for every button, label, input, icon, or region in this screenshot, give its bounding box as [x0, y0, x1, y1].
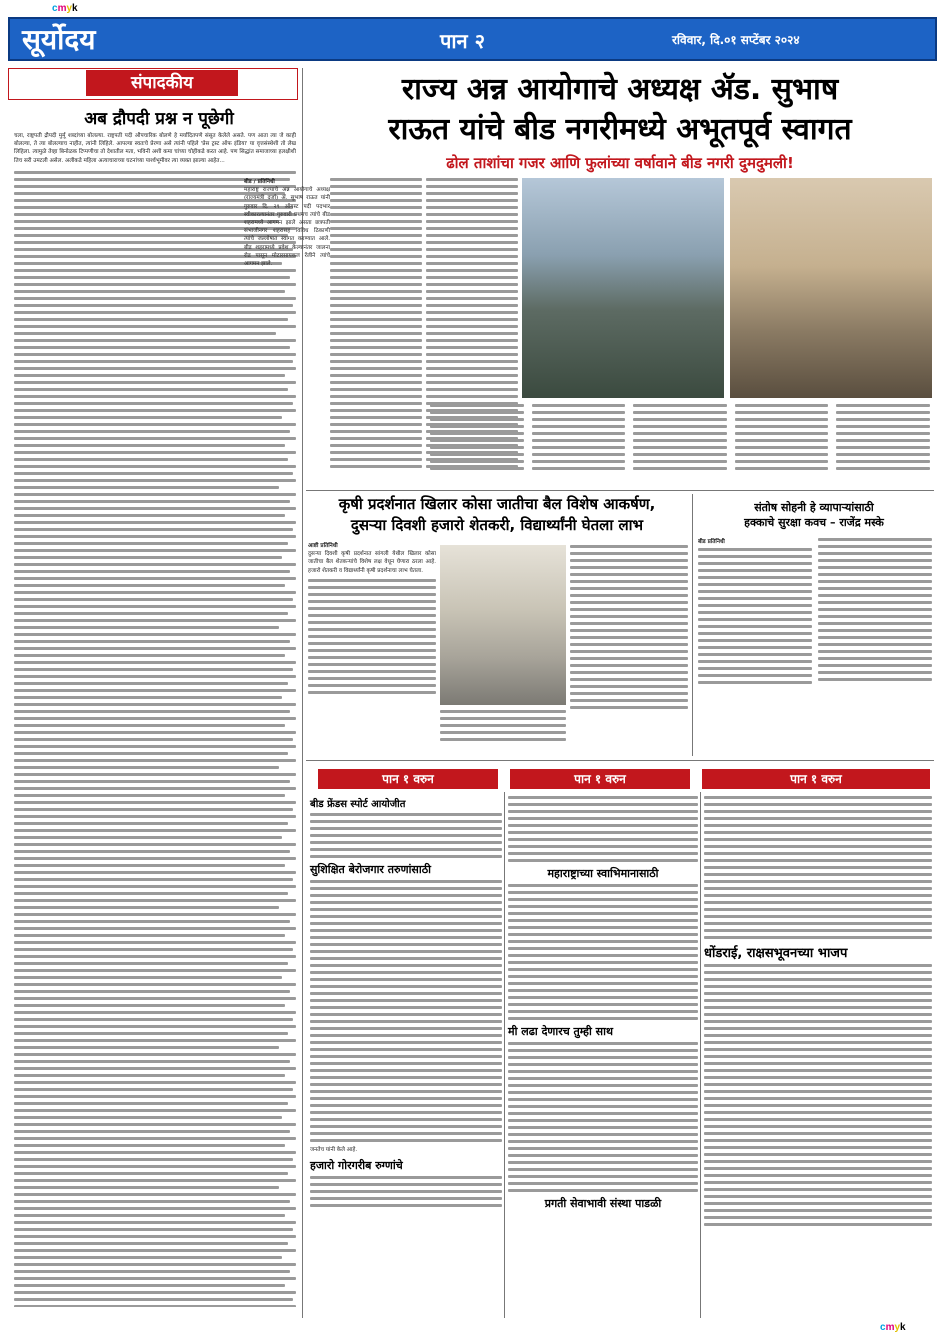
santosh-dateline: बीड प्रतिनिधी	[698, 539, 725, 545]
continued-col-1	[310, 796, 502, 1316]
continued-col-2	[508, 796, 698, 1316]
page-number: पान २	[440, 29, 486, 53]
lead-headline-line2: राऊत यांचे बीड नगरीमध्ये अभूतपूर्व स्वागत	[388, 112, 852, 147]
continued-banner-1: पान १ वरुन	[318, 769, 498, 789]
continued-rule-1	[504, 792, 505, 1318]
lead-body: महाराष्ट्र राज्याचे अन्न आयोगाचे अध्यक्ष (राज्यमंत्री दर्जा) ॲ. सुभाष राऊत यांनी गुरुवार दि. २९ ऑगस्ट पदी पदभार स्वीकारल्यानंतर गुरुवारी प्रथमच त्यांचे बीड शहरामध्ये आगमन झाले असता छत्रपती संभाजीनगर शहरासह विविध ठिकाणी त्यांचे जल्लोषात स्वागत करण्यात आले. बीड शहरामध्ये प्रवेश केल्यानंतर जालना रोड पासून मोटारसायकल रॅलीने त्यांचे आगमन झाले.	[244, 187, 330, 268]
editorial-body-text: चला, राष्ट्रपती द्रौपदी मुर्मू शब्दांच्या बोलल्या. राष्ट्रपती पदी औपचारिक बोलणे हे मर्यादितपणे संसूत केलेले असते. पण आता त्या जे काही बोलल्या, ते त्या बोलल्याच नाहीत, त्यांनी लिहिले. आपल्या स्वतःचे प्रेरणा असे त्यांनी पहिले 'प्रेस ट्रस्ट ऑफ इंडिया' या वृत्तसंस्थेशी तो लेख लिहिला. त्यामुळे तेव्हा बिनोळक टिप्पणीचा तो देशातील मता, भविनी अशी कमा चांच्या चोहीकडे करत आहे. पण सिद्धांत समाजाच्या हलक्षीशी तिच सरी उमटली असेल. अलीकडे महिला अत्याचाराच्या घटनांच्या पार्श्वभूमीवर त्या व्यक्त झाल्या आहेत...	[14, 133, 296, 164]
lead-bottom-rule	[306, 490, 934, 491]
lead-col-2	[330, 178, 422, 478]
agri-dateline: आष्टी प्रतिनिधी	[308, 543, 338, 549]
continued-col2-sub2: मी लढा देणारच तुम्ही साथ	[508, 1025, 613, 1038]
lead-headline	[312, 70, 928, 150]
editorial-section-tag: संपादकीय	[86, 70, 238, 96]
continued-col2-footer: प्रगती सेवाभावी संस्था पाडळी	[544, 1197, 662, 1210]
continued-col1-sub1: बीड फ्रेंडस स्पोर्ट आयोजीत	[310, 799, 406, 810]
santosh-col-1	[698, 538, 812, 738]
lead-col-1	[244, 178, 330, 478]
santosh-headline-line1: संतोष सोहनी हे व्यापाऱ्यांसाठी	[754, 501, 874, 514]
cmyk-registration-mark: cmyk	[52, 3, 78, 14]
cmyk-registration-mark-bottom: cmyk	[880, 1322, 906, 1333]
continued-col1-footer: जनतेच यांनी केले आहे.	[310, 1147, 358, 1153]
agri-col-3	[570, 545, 688, 713]
santosh-headline-line2: हक्काचे सुरक्षा कवच – राजेंद्र मस्के	[744, 516, 884, 529]
agri-col-1	[308, 542, 436, 752]
continued-col1-sub2: सुशिक्षित बेरोजगार तरुणांसाठी	[310, 863, 431, 876]
agri-photo-expo	[440, 545, 566, 705]
lead-subheadline: ढोल ताशांचा गजर आणि फुलांच्या वर्षावाने बीड नगरी दुमदुमली!	[446, 154, 794, 172]
agri-santosh-rule	[692, 494, 693, 756]
agri-headline	[306, 494, 688, 536]
continued-banner-2: पान १ वरुन	[510, 769, 690, 789]
lead-photo-crowd	[522, 178, 724, 398]
lead-headline-line1: राज्य अन्न आयोगाचे अध्यक्ष ॲड. सुभाष	[401, 72, 839, 107]
newspaper-logo: सूर्योदय	[22, 23, 96, 56]
continued-col1-sub3: हजारो गोरगरीब रुग्णांचे	[310, 1159, 403, 1173]
continued-col-3	[704, 796, 932, 1316]
continued-col3-sub1: धोंडराई, राक्षसभूवनच्या भाजप	[704, 946, 848, 961]
agri-body: दुसऱ्या दिवशी कृषी प्रदर्शनात सांगली येथील खिलार कोसा जातीचा बैल शेतकऱ्यांचे विशेष लक्ष वेधून घेणारा ठरला आहे. हजारो शेतकरी व विद्यार्थ्यांनी कृषी प्रदर्शनाचा लाभ घेतला.	[308, 551, 436, 574]
agri-headline-line2: दुसऱ्या दिवशी हजारो शेतकरी, विद्यार्थ्यांनी घेतला लाभ	[350, 516, 644, 534]
lead-continuation	[430, 404, 930, 484]
santosh-headline	[696, 500, 932, 530]
issue-date: रविवार, दि.०१ सप्टेंबर २०२४	[672, 33, 800, 47]
continued-banner-3: पान १ वरुन	[702, 769, 930, 789]
santosh-col-2	[818, 538, 932, 685]
agri-col-2-lower	[440, 710, 566, 745]
agri-headline-line1: कृषी प्रदर्शनात खिलार कोसा जातीचा बैल विशेष आकर्षण,	[338, 495, 656, 513]
continued-col2-sub1: महाराष्ट्राच्या स्वाभिमानासाठी	[547, 867, 659, 880]
lead-photo-garland	[730, 178, 932, 398]
continued-top-rule	[306, 760, 934, 761]
editorial-title: अब द्रौपदी प्रश्न न पूछेगी	[84, 109, 234, 129]
lead-dateline: बीड / प्रतिनिधी	[244, 179, 275, 185]
continued-rule-2	[700, 792, 701, 1318]
